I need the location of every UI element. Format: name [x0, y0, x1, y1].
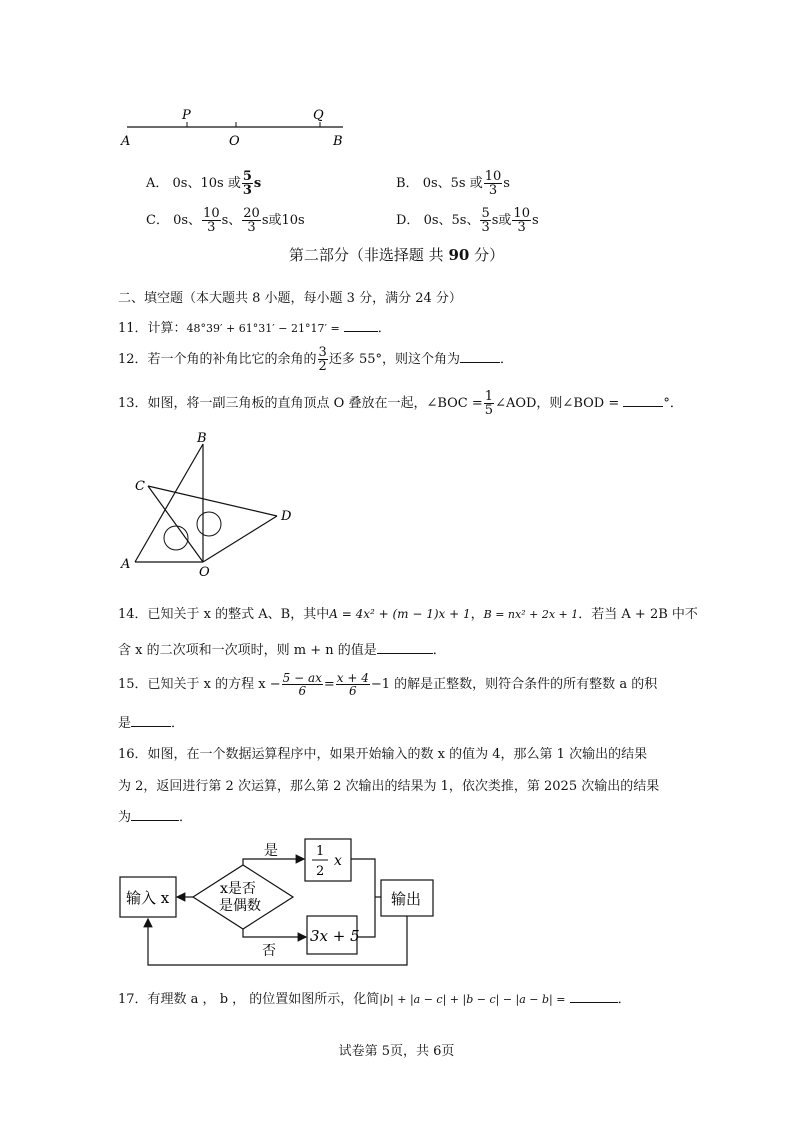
label-o: O: [229, 134, 240, 149]
fraction: $\frac{5}{3}$: [242, 169, 252, 198]
answer-blank[interactable]: [344, 319, 378, 332]
question-17: 17．有理数 a ， b ， 的位置如图所示，化简|b| + |a − c| + |b − c| − |a − b| = ．: [118, 992, 631, 1007]
fraction: $\frac{3}{2}$: [318, 345, 327, 374]
question-16-line2: 为 2，返回进行第 2 次运算，那么第 2 次输出的结果为 1，依次类推，第 2025 次输出的结果: [118, 779, 660, 794]
segment-do: [203, 516, 277, 562]
circle-right: [197, 512, 221, 536]
fraction: $\frac{1}{5}$: [484, 389, 494, 418]
label-q: Q: [313, 108, 324, 123]
input-label: 输入 x: [126, 889, 170, 907]
loop-back-path: [148, 916, 407, 965]
fraction: $\frac{20}{3}$: [243, 206, 260, 235]
label-p: P: [182, 108, 191, 123]
answer-blank[interactable]: [460, 350, 500, 363]
fraction: $\frac{5 - ax}{6}$: [282, 671, 322, 698]
fraction: $\frac{10}{3}$: [484, 169, 502, 198]
part-heading: 第二部分（非选择题 共 90 分）: [288, 246, 505, 264]
circle-left: [164, 526, 188, 550]
question-12: 12．若一个角的补角比它的余角的 $\frac{3}{2}$ 还多 55°，则这个角为 ．: [118, 345, 514, 374]
label-a: A: [121, 557, 131, 572]
decision-diamond: [193, 865, 293, 929]
question-16-line3: 为 ．: [118, 810, 193, 825]
flowchart: [112, 835, 442, 975]
label-a: A: [121, 134, 131, 149]
answer-blank[interactable]: [377, 641, 433, 654]
question-15-line2: 是 ．: [118, 716, 185, 731]
question-14-line2: 含 x 的二次项和一次项时，则 m + n 的值是 ．: [118, 643, 446, 658]
question-13: 13．如图，将一副三角板的直角顶点 O 叠放在一起，∠BOC = $\frac{1}{5}$ ∠AOD，则∠BOD = °．: [118, 389, 683, 418]
page-footer: 试卷第 5页，共 6页: [338, 1044, 455, 1059]
question-11: 11．计算：48°39′ + 61°31′ − 21°17′ = ．: [118, 321, 391, 336]
label-d: D: [281, 509, 292, 524]
half-num: 1: [316, 844, 325, 859]
decision-line1: x是否: [220, 881, 256, 897]
question-15: 15．已知关于 x 的方程 x − $\frac{5 - ax}{6}$ = $\frac{x + 4}{6}$ −1 的解是正整数，则符合条件的所有整数 a 的积: [118, 671, 658, 698]
label-b: B: [197, 431, 207, 446]
fraction: $\frac{x + 4}{6}$: [336, 671, 369, 698]
segment-ba: [135, 444, 203, 562]
label-c: C: [135, 479, 145, 494]
option-c: C． 0s、 $\frac{10}{3}$ s、 $\frac{20}{3}$ s或10s: [146, 206, 305, 235]
label-o: O: [199, 565, 210, 580]
section-heading: 二、填空题（本大题共 8 小题，每小题 3 分，满分 24 分）: [118, 291, 462, 306]
label-b: B: [333, 134, 343, 149]
yes-label: 是: [264, 843, 278, 859]
answer-blank[interactable]: [131, 714, 171, 727]
decision-line2: 是偶数: [219, 898, 261, 914]
option-a: A． 0s、10s 或 $\frac{5}{3}$ s: [146, 169, 262, 198]
option-d: D． 0s、5s、 $\frac{5}{3}$ s或 $\frac{10}{3}$ s: [396, 206, 539, 235]
answer-blank[interactable]: [570, 990, 618, 1003]
fraction: $\frac{10}{3}$: [513, 206, 530, 235]
fraction: $\frac{10}{3}$: [203, 206, 220, 235]
no-label: 否: [262, 943, 276, 959]
triangle-figure: [115, 430, 315, 580]
answer-blank[interactable]: [623, 394, 663, 407]
triple-label: 3x + 5: [310, 927, 360, 945]
option-b: B． 0s、5s 或 $\frac{10}{3}$ s: [396, 169, 510, 198]
number-line-figure: [115, 100, 355, 155]
no-path: [243, 929, 302, 937]
answer-blank[interactable]: [131, 808, 179, 821]
fraction: $\frac{5}{3}$: [481, 206, 490, 235]
yes-path: [243, 859, 302, 865]
segment-cd: [148, 486, 277, 516]
half-var: x: [334, 853, 342, 869]
question-16-line1: 16．如图，在一个数据运算程序中，如果开始输入的数 x 的值为 4，那么第 1 次输出的结果: [118, 747, 648, 762]
half-den: 2: [316, 864, 325, 879]
question-14: 14．已知关于 x 的整式 A、B，其中A = 4x² + (m − 1)x + 1，B = nx² + 2x + 1．若当 A + 2B 中不: [118, 607, 698, 622]
output-label: 输出: [391, 890, 422, 908]
